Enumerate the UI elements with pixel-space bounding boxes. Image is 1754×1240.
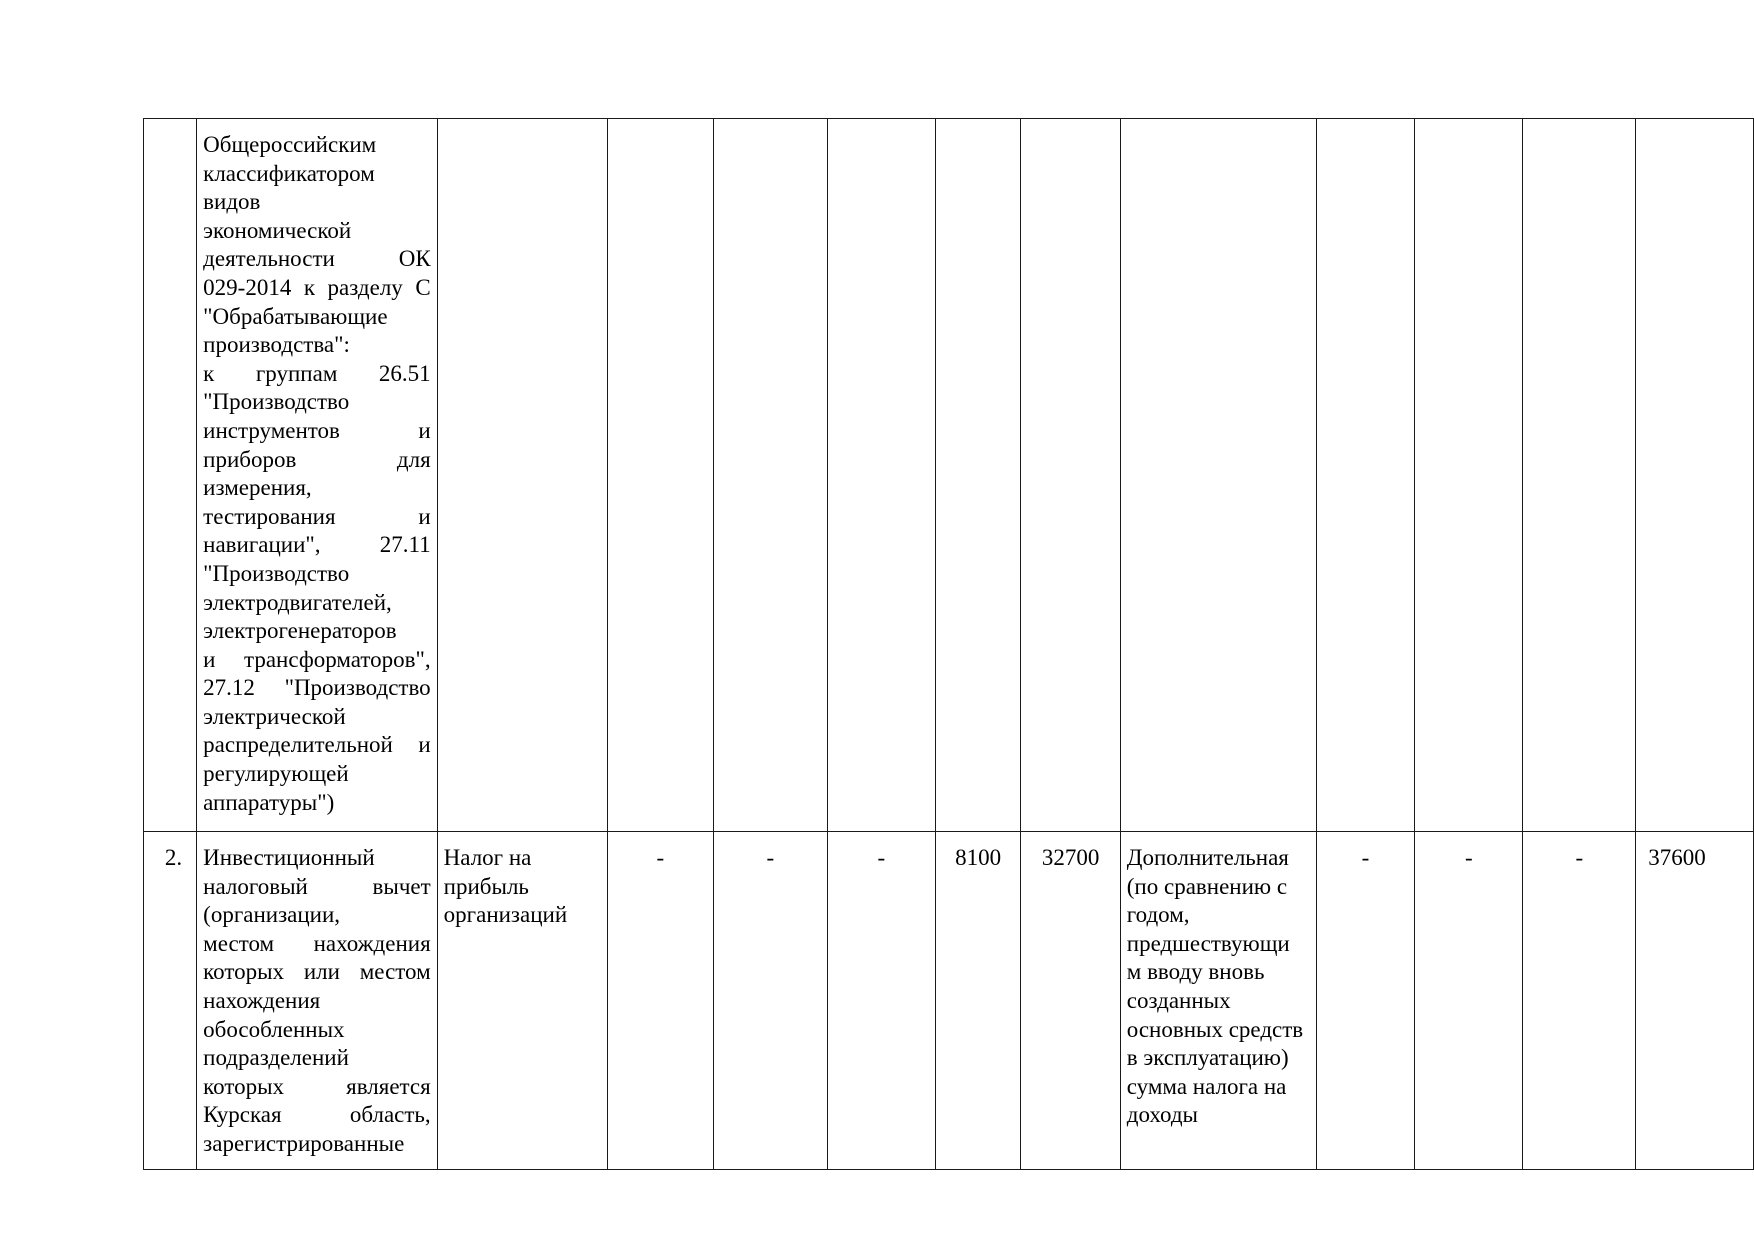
description-line: навигации", 27.11 bbox=[203, 532, 431, 558]
tax-cell bbox=[437, 832, 607, 1170]
description-line: Инвестиционный bbox=[203, 845, 375, 870]
value-cell: - bbox=[827, 832, 935, 1170]
description-line: которых является bbox=[203, 1073, 431, 1099]
value-cell bbox=[1021, 119, 1120, 832]
description-line: видов bbox=[203, 189, 261, 215]
description-line: обособленных bbox=[203, 1016, 345, 1042]
description-line: распределительной и bbox=[203, 732, 431, 758]
value-cell bbox=[607, 119, 713, 832]
value-cell bbox=[827, 119, 935, 832]
description-line: (организации, bbox=[203, 902, 341, 928]
description-line: местом нахождения bbox=[203, 930, 431, 956]
value-cell: - bbox=[1523, 832, 1636, 1170]
effect-description: Дополнительная (по сравнению с годом, предшествующи м вводу вновь созданных основных средств в эксплуатацию) сумма налога на доходы bbox=[1126, 845, 1304, 1128]
description-line: классификатором bbox=[203, 160, 375, 186]
description-line: инструментов и bbox=[203, 417, 431, 443]
row-number: 2. bbox=[164, 845, 183, 870]
value-cell bbox=[1523, 119, 1636, 832]
description-cell bbox=[197, 119, 438, 832]
description-line: 27.12 "Производство bbox=[203, 675, 431, 701]
table-row bbox=[144, 119, 1754, 832]
value-cell: 32700 bbox=[1021, 832, 1120, 1170]
description-line: зарегистрированные bbox=[203, 1130, 405, 1156]
description-line: Общероссийским bbox=[203, 132, 377, 157]
effect-cell bbox=[1120, 832, 1316, 1170]
description-line: электрогенераторов bbox=[203, 618, 397, 644]
description-line: экономической bbox=[203, 217, 352, 243]
description-line: измерения, bbox=[203, 475, 312, 501]
row-number-cell bbox=[144, 119, 197, 832]
description-line: электрической bbox=[203, 703, 346, 729]
description-line: 029-2014 к разделу С bbox=[203, 274, 431, 300]
value-cell bbox=[1636, 119, 1754, 832]
description-line: производства": bbox=[203, 332, 350, 358]
tax-cell bbox=[437, 119, 607, 832]
value-cell: - bbox=[607, 832, 713, 1170]
row-number-cell bbox=[144, 832, 197, 1170]
tax-name bbox=[438, 119, 607, 137]
tax-benefits-table bbox=[143, 118, 1754, 1170]
description-line: "Производство bbox=[203, 560, 350, 586]
description-line: "Обрабатывающие bbox=[203, 303, 388, 329]
value-cell: - bbox=[1316, 832, 1415, 1170]
value-cell: 37600 bbox=[1636, 832, 1754, 1170]
value-cell: - bbox=[713, 832, 827, 1170]
description-line: нахождения bbox=[203, 987, 321, 1013]
description-line: приборов для bbox=[203, 446, 431, 472]
description-line: тестирования и bbox=[203, 503, 431, 529]
description-line: регулирующей bbox=[203, 761, 349, 787]
table-row bbox=[144, 832, 1754, 1170]
description-line: Курская область, bbox=[203, 1102, 431, 1128]
description-line: подразделений bbox=[203, 1045, 349, 1071]
description-line: налоговый вычет bbox=[203, 873, 431, 899]
description-line: которых или местом bbox=[203, 959, 431, 985]
description-line: и трансформаторов", bbox=[203, 646, 431, 672]
benefit-description bbox=[197, 832, 437, 1165]
effect-cell bbox=[1120, 119, 1316, 832]
value-cell: 8100 bbox=[935, 832, 1021, 1170]
value-cell bbox=[1316, 119, 1415, 832]
value-cell bbox=[935, 119, 1021, 832]
description-cell bbox=[197, 832, 438, 1170]
value-cell bbox=[713, 119, 827, 832]
description-line: электродвигателей, bbox=[203, 589, 392, 615]
row-number bbox=[144, 119, 196, 137]
description-line: деятельности ОК bbox=[203, 246, 431, 272]
value-cell bbox=[1415, 119, 1523, 832]
description-line: к группам 26.51 bbox=[203, 360, 431, 386]
value-cell: - bbox=[1415, 832, 1523, 1170]
tax-name: Налог на прибыль организаций bbox=[443, 845, 568, 928]
description-line: "Производство bbox=[203, 389, 350, 415]
benefit-description bbox=[197, 119, 437, 823]
description-line: аппаратуры") bbox=[203, 789, 335, 815]
